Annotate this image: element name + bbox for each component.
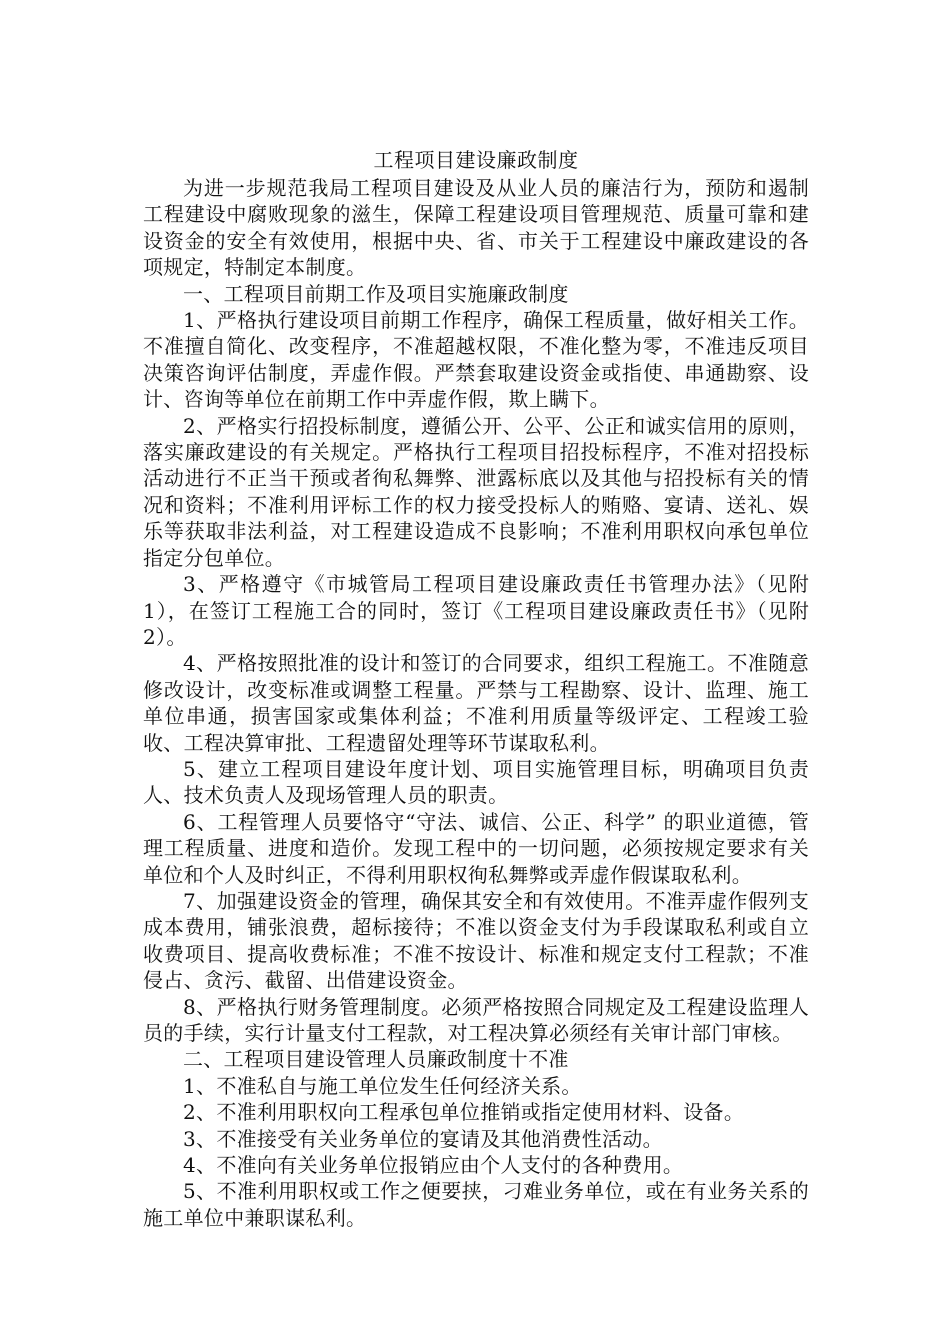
section-2-item: 1、不准私自与施工单位发生任何经济关系。: [183, 1073, 582, 1098]
section-2-heading: 二、工程项目建设管理人员廉政制度十不准: [183, 1047, 569, 1072]
section-1-item: 6、工程管理人员要恪守“守法、诚信、公正、科学” 的职业道德，管理工程质量、进度和造价。发现工程中的一切问题，必须按规定要求有关单位和个人及时纠正，不得利用职权徇私舞弊或弄虚作假谋取私利。: [143, 809, 809, 887]
section-1-item: 5、建立工程项目建设年度计划、项目实施管理目标，明确项目负责人、技术负责人及现场管理人员的职责。: [143, 756, 809, 808]
section-1-item: 7、加强建设资金的管理，确保其安全和有效使用。不准弄虚作假列支成本费用，铺张浪费，超标接待；不准以资金支付为手段谋取私利或自立收费项目、提高收费标准；不准不按设计、标准和规定支付工程款；不准侵占、贪污、截留、出借建设资金。: [143, 888, 809, 993]
section-1-heading: 一、工程项目前期工作及项目实施廉政制度: [183, 281, 569, 306]
section-1-item: 1、严格执行建设项目前期工作程序，确保工程质量，做好相关工作。不准擅自简化、改变程序，不准超越权限，不准化整为零，不准违反项目决策咨询评估制度，弄虚作假。严禁套取建设资金或指使、串通勘察、设计、咨询等单位在前期工作中弄虚作假，欺上瞒下。: [143, 308, 809, 412]
section-2-item: 3、不准接受有关业务单位的宴请及其他消费性活动。: [183, 1126, 663, 1151]
section-1-item: 4、严格按照批准的设计和签订的合同要求，组织工程施工。不准随意修改设计，改变标准或调整工程量。严禁与工程勘察、设计、监理、施工单位串通，损害国家或集体利益；不准利用质量等级评定、工程竣工验收、工程决算审批、工程遗留处理等环节谋取私利。: [143, 651, 809, 755]
document-title: 工程项目建设廉政制度: [373, 148, 579, 172]
section-2-item: 4、不准向有关业务单位报销应由个人支付的各种费用。: [183, 1153, 684, 1178]
document-page: [143, 147, 809, 1231]
section-2-item: 5、不准利用职权或工作之便要挟，刁难业务单位，或在有业务关系的施工单位中兼职谋私利。: [143, 1179, 809, 1230]
section-1-item: 3、严格遵守《市城管局工程项目建设廉政责任书管理办法》（见附1），在签订工程施工合的同时，签订《工程项目建设廉政责任书》（见附2）。: [143, 572, 809, 649]
section-1-item: 2、严格实行招投标制度，遵循公开、公平、公正和诚实信用的原则，落实廉政建设的有关规定。严格执行工程项目招投标程序，不准对招投标活动进行不正当干预或者徇私舞弊、泄露标底以及其他与招投标有关的情况和资料；不准利用评标工作的权力接受投标人的贿赂、宴请、送礼、娱乐等获取非法利益，对工程建设造成不良影响；不准利用职权向承包单位指定分包单位。: [143, 413, 809, 570]
intro-paragraph: 为进一步规范我局工程项目建设及从业人员的廉洁行为，预防和遏制工程建设中腐败现象的滋生，保障工程建设项目管理规范、质量可靠和建设资金的安全有效使用，根据中央、省、市关于工程建设中廉政建设的各项规定，特制定本制度。: [143, 176, 809, 280]
section-2-item: 2、不准利用职权向工程承包单位推销或指定使用材料、设备。: [183, 1100, 745, 1125]
section-1-item: 8、严格执行财务管理制度。必须严格按照合同规定及工程建设监理人员的手续，实行计量支付工程款，对工程决算必须经有关审计部门审核。: [143, 994, 809, 1045]
